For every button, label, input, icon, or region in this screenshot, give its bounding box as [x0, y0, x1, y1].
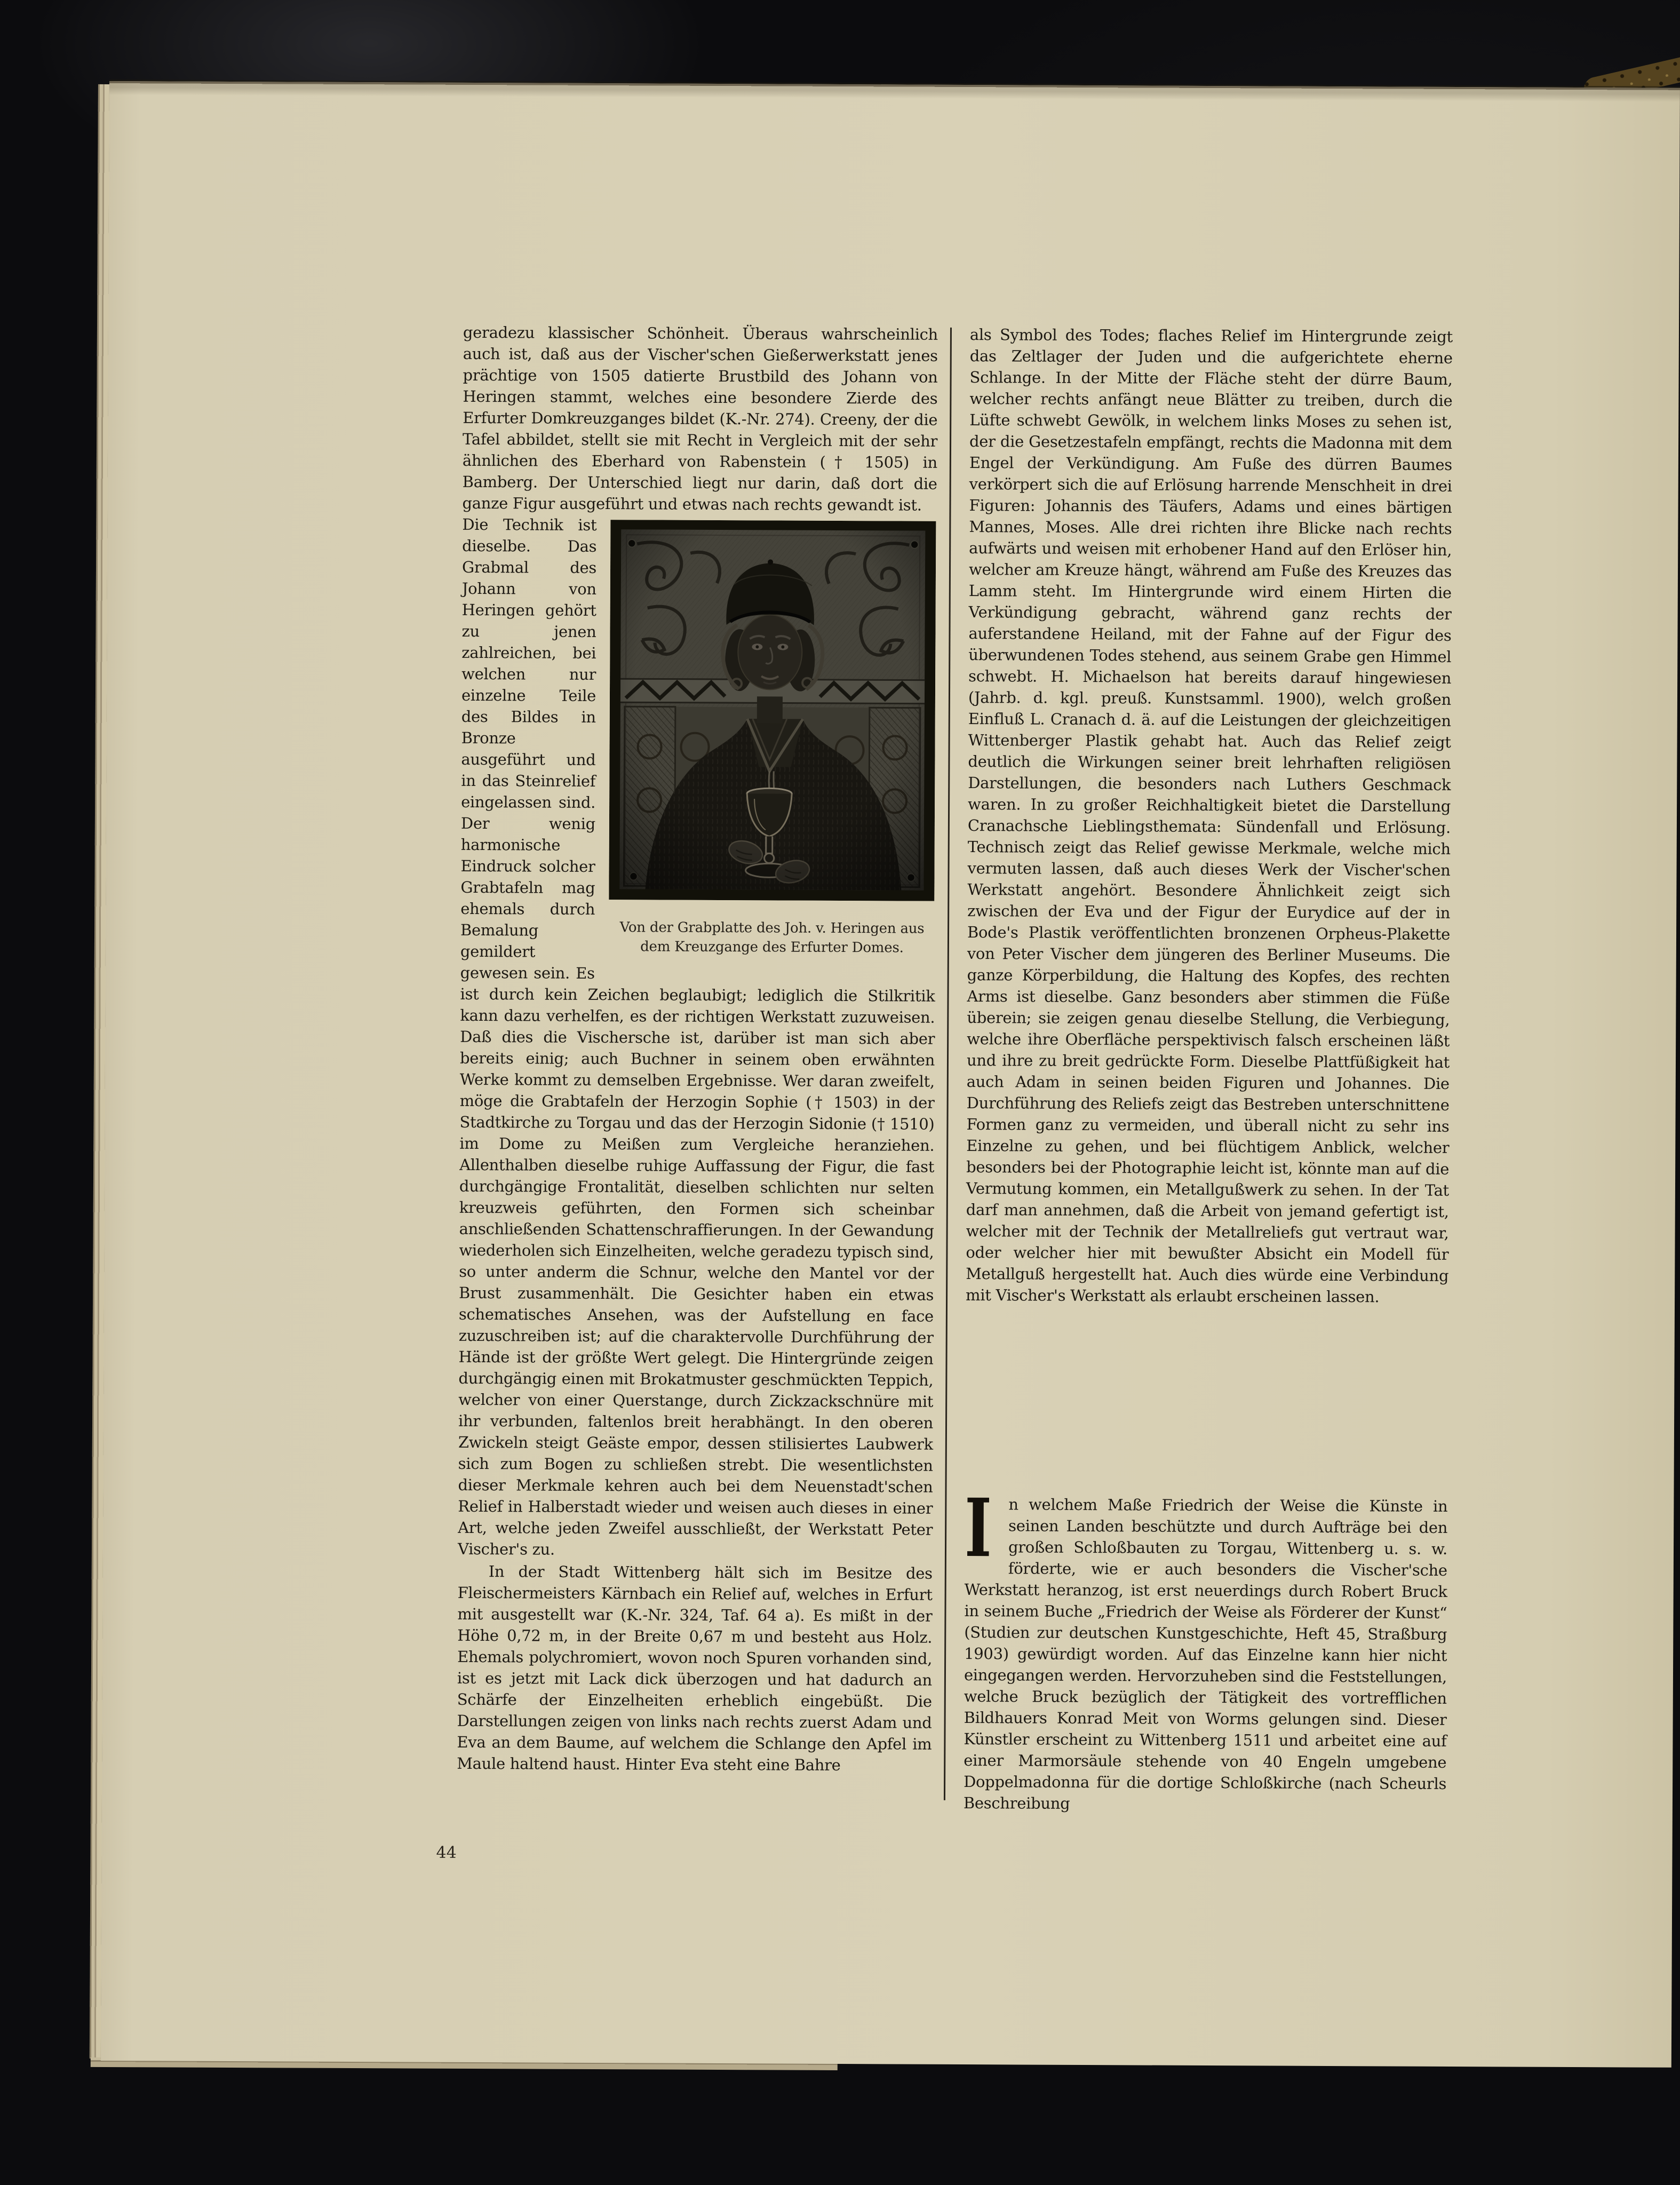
after-image-text: dazu verhelfen, es der richtigen Werkstatt zuzuweisen. Daß dies die Vischersche ist, darüber ist man sich aber bereits einig; auch Buchner in seinem oben erwähnten Werke kommt zu demselben Ergebnisse. Wer daran zweifelt, möge die Grabtafeln der Herzogin Sophie († 1503) in der Stadtkirche zu Torgau und das der Herzogin Sidonie († 1510) im Dome zu Meißen zum Vergleiche heranziehen. Allenthalben dieselbe ruhige Auffassung der Figur, die fast durchgängige Frontalität, dieselben schlichten nur selten kreuzweis geführten, den Formen sich scheinbar anschließenden Schattenschraffierungen. In der Gewandung wiederholen sich Einzelheiten, welche geradezu typisch sind, so unter anderm die Schnur, welche den Mantel vor der Brust zusammenhält. Die Gesichter haben ein etwas schematisches Ansehen, was der Aufstellung en face zuzuschreiben ist; auf die charaktervolle Durchführung der Hände ist der größte Wert gelegt. Die Hintergründe zeigen durchgängig einen mit Brokatmuster geschmückten Teppich, welcher von einer Querstange, durch Zickzackschnüre mit ihr verbunden, faltenlos breit herabhängt. In den oberen Zwickeln steigt Geäste empor, dessen stilisiertes Laubwerk sich zum Bogen zu schließen strebt. Die wesentlichsten dieser Merkmale kehren auch bei dem Neuenstadt'schen Relief in Halberstadt wieder und weisen auch dieses in einer Art, welche jeden Zweifel ausschließt, der Werkstatt Peter Vischer's zu. — [457, 1006, 935, 1559]
drop-cap-initial: I — [964, 1481, 992, 1576]
relief-figure — [609, 520, 937, 958]
intro-paragraph: geradezu klassischer Schönheit. Überaus wahrscheinlich auch ist, daß aus der Vischer'schen Gießerwerkstatt jenes prächtige von 1505 datierte Brustbild des Johann von Heringen stammt, welches eine besondere Zierde des Erfurter Domkreuzganges bildet (K.-Nr. 274). Creeny, der die Tafel abbildet, stellt sie mit Recht in Vergleich mit der sehr ähnlichen des Eberhard von Rabenstein († 1505) in Bamberg. Der Unterschied liegt nur darin, daß dort die ganze Figur ausgeführt und etwas nach rechts gewandt ist. — [462, 323, 938, 514]
beside-image-text: Die Technik ist dieselbe. Das Grabmal des Johann von Heringen gehört zu jenen zahlreichen, bei welchen nur einzelne Teile des Bildes in Bronze ausgeführt und in das Steinrelief eingelassen sind. Der wenig harmonische Eindruck solcher Grabtafeln mag ehemals durch Bemalung gemildert gewesen sein. Es ist durch kein Zeichen beglaubigt; lediglich die Stilkritik kann — [460, 515, 935, 1025]
page-number: 44 — [436, 1843, 457, 1862]
right-paragraph: als Symbol des Todes; flaches Relief im Hintergrunde zeigt das Zeltlager der Juden und die aufgerichtete eherne Schlange. In der Mitte der Fläche steht der dürre Baum, welcher rechts anfängt neue Blätter zu treiben, durch die Lüfte schwebt Gewölk, in welchem links Moses zu sehen ist, der die Gesetzestafeln empfängt, rechts die Madonna mit dem Engel der Verkündigung. Am Fuße des dürren Baumes verkörpert sich die auf Erlösung harrende Menschheit in drei Figuren: Johannis des Täufers, Adams und eines bärtigen Mannes, Moses. Alle drei richten ihre Blicke nach rechts aufwärts und weisen mit erhobener Hand auf den Erlöser hin, welcher am Kreuze hängt, während am Fuße des Kreuzes das Lamm steht. Im Hintergrunde wird einem Hirten die Verkündigung gebracht, während ganz rechts der auferstandene Heiland, mit der Fahne auf der Figur des überwundenen Todes stehend, aus seinem Grabe gen Himmel schwebt. H. Michaelson hat bereits darauf hingewiesen (Jahrb. d. kgl. preuß. Kunstsamml. 1900), welch großen Einfluß L. Cranach d. ä. auf die Leistungen der gleichzeitigen Wittenberger Plastik gehabt hat. Auch das Relief zeigt deutlich die Wirkungen seiner breit lehrhaften religiösen Darstellungen, die besonders nach Luthers Geschmack waren. In zu großer Reichhaltigkeit bietet die Darstellung Cranachsche Lieblingsthemata: Sündenfall und Erlösung. Technisch zeigt das Relief gewisse Merkmale, welche mich vermuten lassen, daß auch dieses Werk der Vischer'schen Werkstatt angehört. Besondere Ähnlichkeit zeigt sich zwischen der Eva und der Figur der Eurydice auf der in Bode's Plastik veröffentlichten bronzenen Orpheus-Plakette von Peter Vischer dem jüngeren des Berliner Museums. Die ganze Körperbildung, die Haltung des Kopfes, des rechten Arms ist dieselbe. Ganz besonders aber stimmen die Füße überein; sie zeigen genau dieselbe Stellung, die Verbiegung, welche ihre Oberfläche perspektivisch falsch erscheinen läßt und ihre zu breit gedrückte Form. Dieselbe Plattfüßigkeit hat auch Adam in seinen beiden Figuren und Johannes. Die Durchführung des Reliefs zeigt das Bestreben unterschnittene Formen ganz zu vermeiden, und überall nicht zu sehr ins Einzelne zu gehen, und bei flüchtigem Anblick, welcher besonders bei der Photographie leicht ist, könnte man auf die Vermutung kommen, ein Metallgußwerk zu sehen. In der Tat darf man annehmen, daß die Arbeit von jemand gefertigt ist, welcher mit der Technik der Metallreliefs gut vertraut war, oder welcher hier mit bewußter Absicht ein Modell für Metallguß hergestellt hat. Auch dies würde eine Verbindung mit Vischer's Werkstatt als erlaubt erscheinen lassen. — [966, 325, 1453, 1306]
figure-and-wrapped-text — [458, 514, 937, 1562]
left-column — [457, 322, 938, 1776]
wittenberg-paragraph: In der Stadt Wittenberg hält sich im Besitze des Fleischermeisters Kärnbach ein Relief auf, welches in Erfurt mit ausgestellt war (K.-Nr. 324, Taf. 64 a). Es mißt in der Höhe 0,72 m, in der Breite 0,67 m und besteht aus Holz. Ehemals polychromiert, wovon noch Spuren vorhanden sind, ist es jetzt mit Lack dick überzogen und hat dadurch an Schärfe der Einzelheiten erheblich eingebüßt. Die Darstellungen zeigen von links nach rechts zuerst Adam und Eva an dem Baume, auf welchem die Schlange den Apfel im Maule haltend haust. Hinter Eva steht eine Bahre — [457, 1562, 933, 1775]
friedrich-paragraph — [963, 1481, 1448, 1816]
friedrich-section — [963, 1481, 1448, 1816]
right-column — [966, 324, 1453, 1308]
figure-caption: Von der Grabplatte des Joh. v. Heringen aus dem Kreuzgange des Erfurter Domes. — [619, 919, 925, 956]
section-text: n welchem Maße Friedrich der Weise die Künste in seinen Landen beschützte und durch Aufträge bei den großen Schloßbauten zu Torgau, Wittenberg u. s. w. förderte, wie er auch besonders die Vischer'sche Werkstatt heranzog, ist erst neuerdings durch Robert Bruck in seinem Buche „Friedrich der Weise als Förderer der Kunst“ (Studien zur deutschen Kunstgeschichte, Heft 45, Straßburg 1903) gewürdigt worden. Auf das Einzelne kann hier nicht eingegangen werden. Hervorzuheben sind die Feststellungen, welche Bruck bezüglich der Tätigkeit des vortrefflichen Bildhauers Konrad Meit von Worms gelungen sind. Dieser Künstler erscheint zu Wittenberg 1511 und arbeitet eine auf einer Marmorsäule stehende von 40 Engeln umgebene Doppelmadonna für die dortige Schloßkirche (nach Scheurls Beschreibung — [963, 1495, 1448, 1813]
relief-image — [609, 520, 936, 901]
page — [101, 81, 1680, 2068]
column-divider — [944, 328, 952, 1800]
